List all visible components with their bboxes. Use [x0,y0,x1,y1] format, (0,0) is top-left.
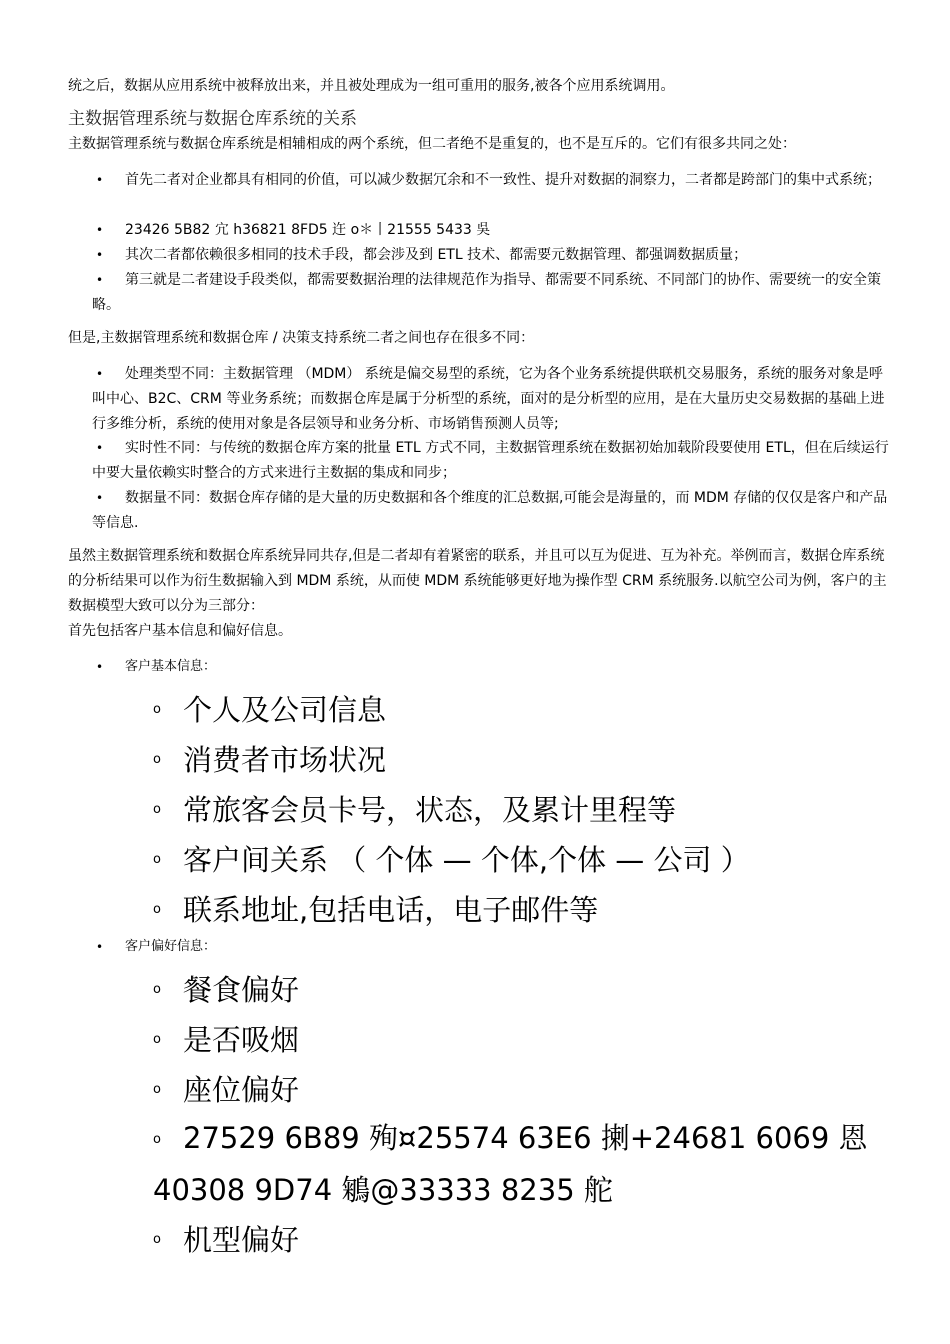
sub-bullet-icon: o [153,982,161,997]
list-item [92,268,890,318]
sub-list-item: o 常旅客会员卡号，状态，及累计里程等 [153,783,676,835]
sub-bullet-icon: o [153,852,161,867]
sub-bullet-icon: o [153,702,161,717]
list-item-text: 实时性不同：与传统的数据仓库方案的批量 ETL 方式不同，主数据管理系统在数据初始加载阶段要使用 ETL，但在后续运行中要大量依赖实时整合的方式来进行主数据的集成和同步； [92,440,889,481]
list-item [92,218,890,243]
list-item [92,168,890,193]
intro-line: 统之后，数据从应用系统中被释放出来，并且被处理成为一组可重用的服务,被各个应用系统调用。 [68,78,675,94]
list-item-text: 第三就是二者建设手段类似，都需要数据治理的法律规范作为指导、都需要不同系统、不同部门的协作、需要统一的安全策略。 [92,272,881,313]
preference-info-label: 客户偏好信息： [125,939,217,954]
list-item [92,436,890,486]
paragraph-relationship: 虽然主数据管理系统和数据仓库系统异同共存,但是二者却有着紧密的联系，并且可以互为促进、互为补充。举例而言，数据仓库系统的分析结果可以作为衍生数据输入到 MDM 系统，从而使 MDM 系统能够更好地为操作型 CRM 系统服务.以航空公司为例，客户的主数据模型大致可以分为三部分： [68,548,887,614]
bullet-icon: • [96,441,104,455]
sub-list-item: o 联系地址,包括电话，电子邮件等 [153,883,598,935]
paragraph-customer-info: 首先包括客户基本信息和偏好信息。 [68,623,292,639]
sub-bullet-icon: o [153,1232,161,1247]
sub-bullet-icon: o [153,1082,161,1097]
list-item [92,243,890,268]
sub-bullet-icon: o [153,802,161,817]
bullet-icon: • [96,248,104,262]
bullet-icon: • [96,173,104,187]
sub-list-item: o 个人及公司信息 [153,683,386,735]
paragraph-common-intro: 主数据管理系统与数据仓库系统是相辅相成的两个系统，但二者绝不是重复的，也不是互斥的。它们有很多共同之处： [68,136,796,152]
sub-bullet-icon: o [153,752,161,767]
list-item-basic-info [92,656,216,678]
sub-list-item: o 是否吸烟 [153,1013,299,1065]
bullet-icon: • [96,660,104,674]
list-item-text: 首先二者对企业都具有相同的价值，可以减少数据冗余和不一致性、提升对数据的洞察力，二者都是跨部门的集中式系统； [125,172,881,188]
bullet-icon: • [96,940,104,954]
list-item-text: 数据量不同：数据仓库存储的是大量的历史数据和各个维度的汇总数据,可能会是海量的，而 MDM 存储的仅仅是客户和产品等信息. [92,490,888,531]
list-item [92,486,890,536]
sub-list-item: o 消费者市场状况 [153,733,386,785]
sub-list-item: o 机型偏好 [153,1213,299,1265]
list-item-preference-info [92,936,216,958]
sub-bullet-icon: o [153,1032,161,1047]
sub-list-item: o 客户间关系 （ 个体 — 个体,个体 — 公司 ） [153,833,750,885]
sub-list-item-wrapped: o 27529 6B89 殉¤25574 63E6 揦+24681 6069 恩40308 9D74 鵴@33333 8235 舵 [153,1113,893,1215]
bullet-icon: • [96,273,104,287]
list-item-text: 其次二者都依赖很多相同的技术手段，都会涉及到 ETL 技术、都需要元数据管理、都强调数据质量； [125,247,748,263]
sub-list-item: o 餐食偏好 [153,963,299,1015]
sub-bullet-icon: o [153,1132,161,1147]
paragraph-differences-intro: 但是,主数据管理系统和数据仓库 / 决策支持系统二者之间也存在很多不同： [68,330,535,346]
basic-info-label: 客户基本信息： [125,659,217,674]
bullet-icon: • [96,491,104,505]
list-item [92,362,890,437]
list-item-text: 23426 5B82 宂 h36821 8FD5 迕 o＊丨21555 5433 吳 [125,222,491,238]
bullet-icon: • [96,367,104,381]
list-item-text: 处理类型不同：主数据管理 （MDM） 系统是偏交易型的系统，它为各个业务系统提供联机交易服务，系统的服务对象是呼叫中心、B2C、CRM 等业务系统；而数据仓库是属于分析型的系统，面对的是分析型的应用，是在大量历史交易数据的基础上进行多维分析，系统的使用对象是各层领导和业务分析、市场销售预测人员等; [92,366,885,432]
section-heading: 主数据管理系统与数据仓库系统的关系 [68,109,357,129]
sub-bullet-icon: o [153,902,161,917]
sub-list-item: o 座位偏好 [153,1063,299,1115]
bullet-icon: • [96,223,104,237]
